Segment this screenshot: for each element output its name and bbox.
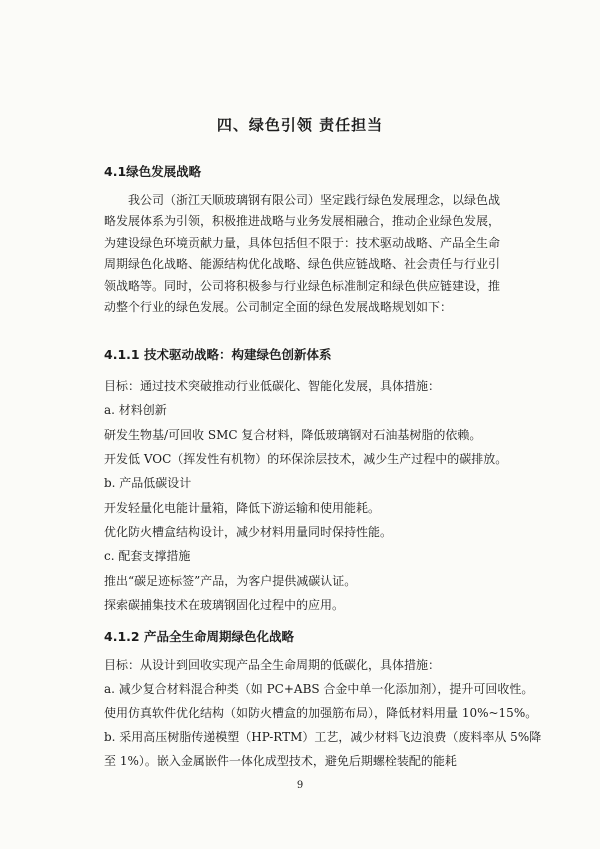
text-line: a. 减少复合材料混合种类（如 PC+ABS 合金中单一化添加剂），提升可回收性。 — [104, 682, 534, 696]
text-line: 推出“碳足迹标签”产品，为客户提供减碳认证。 — [104, 574, 357, 588]
text-line: 开发低 VOC（挥发性有机物）的环保涂层技术，减少生产过程中的碳排放。 — [104, 452, 508, 466]
text-line: b. 产品低碳设计 — [104, 476, 192, 490]
text-line: 目标：从设计到回收实现产品全生命周期的低碳化，具体措施： — [104, 658, 441, 672]
text-line: 目标：通过技术突破推动行业低碳化、智能化发展，具体措施： — [104, 379, 441, 393]
subsection-heading-1: 4.1.1 技术驱动战略：构建绿色创新体系 — [104, 347, 332, 362]
text-line: 研发生物基/可回收 SMC 复合材料，降低玻璃钢对石油基树脂的依赖。 — [104, 428, 482, 442]
text-line: 优化防火槽盒结构设计，减少材料用量同时保持性能。 — [104, 525, 393, 539]
text-line: b. 采用高压树脂传递模塑（HP-RTM）工艺，减少材料飞边浪费（废料率从 5%降 — [104, 730, 542, 744]
page-title: 四、绿色引领 责任担当 — [216, 116, 384, 134]
text-line: c. 配套支撑措施 — [104, 549, 191, 563]
text-line: a. 材料创新 — [104, 403, 167, 417]
intro-paragraph: 我公司（浙江天顺玻璃钢有限公司）坚定践行绿色发展理念，以绿色战略发展体系为引领，积极推进战略与业务发展相融合，推动企业绿色发展，为建设绿色环境贡献力量，具体包括但不限于：技术驱动战略、产品全生命周期绿色化战略、能源结构优化战略、绿色供应链战略、社会责任与行业引领战略等。同时，公司将积极参与行业绿色标准制定和绿色供应链建设，推动整个行业的绿色发展。公司制定全面的绿色发展战略规划如下： — [104, 193, 501, 315]
subsection-heading-2: 4.1.2 产品全生命周期绿色化战略 — [104, 629, 294, 644]
text-line: 开发轻量化电能计量箱，降低下游运输和使用能耗。 — [104, 501, 381, 515]
text-line: 探索碳捕集技术在玻璃钢固化过程中的应用。 — [104, 598, 345, 612]
text-line: 至 1%）。嵌入金属嵌件一体化成型技术，避免后期螺栓装配的能耗 — [104, 754, 457, 768]
text-line: 使用仿真软件优化结构（如防火槽盒的加强筋布局），降低材料用量 10%~15%。 — [104, 706, 538, 720]
section-heading: 4.1绿色发展战略 — [104, 164, 202, 179]
page-number: 9 — [296, 780, 304, 791]
